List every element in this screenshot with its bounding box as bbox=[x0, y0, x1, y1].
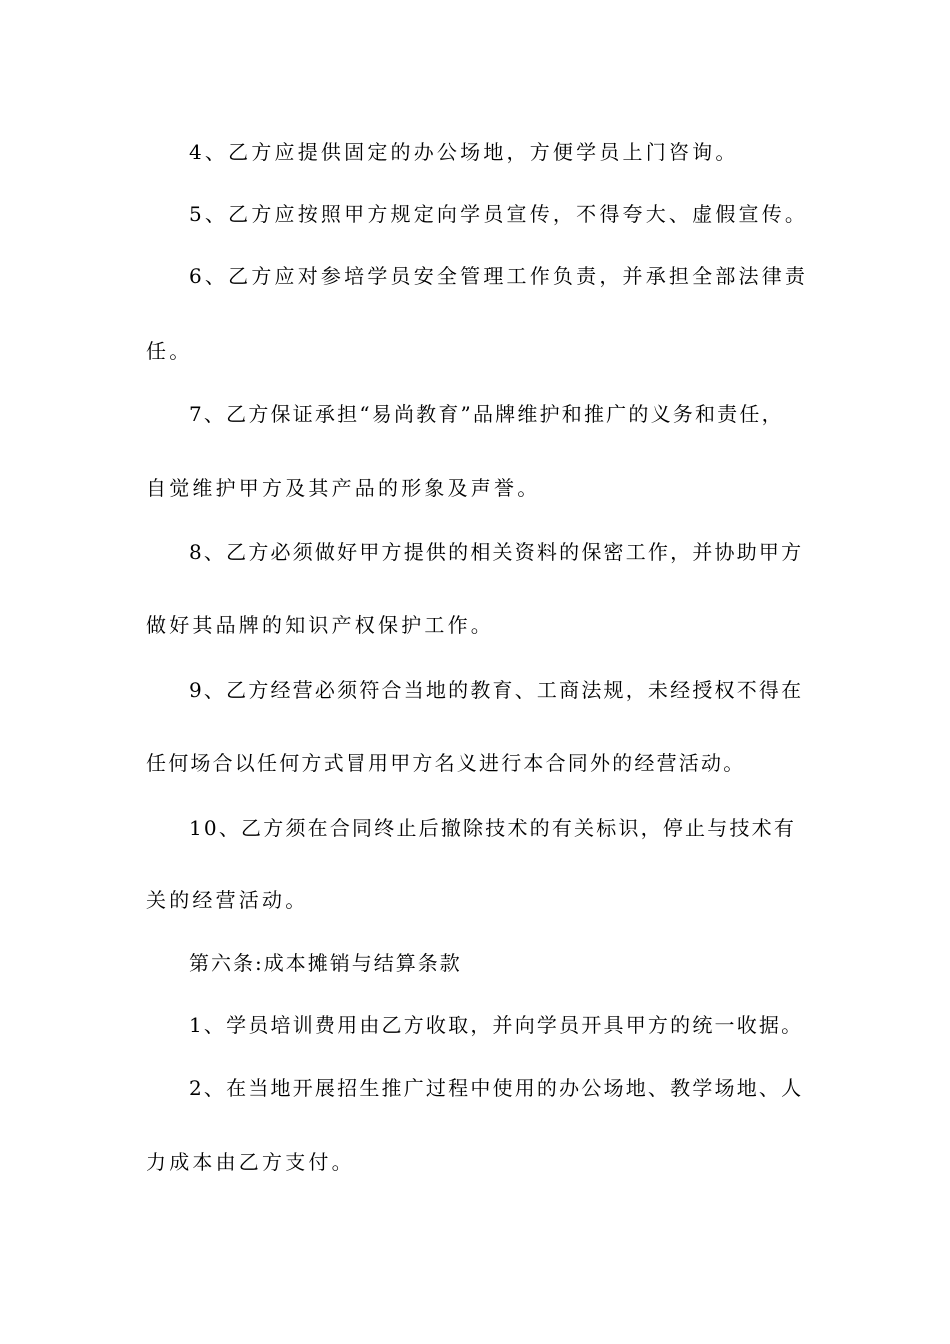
clause-5-line-1: 5、乙方应按照甲方规定向学员宣传，不得夸大、虚假宣传。 bbox=[189, 202, 809, 226]
section-clause-1-line-1: 1、学员培训费用由乙方收取，并向学员开具甲方的统一收据。 bbox=[189, 1013, 804, 1037]
section-clause-2-line-1: 2、在当地开展招生推广过程中使用的办公场地、教学场地、人 bbox=[189, 1076, 804, 1100]
clause-8-line-1: 8、乙方必须做好甲方提供的相关资料的保密工作，并协助甲方 bbox=[189, 540, 804, 564]
clause-4-line-1: 4、乙方应提供固定的办公场地，方便学员上门咨询。 bbox=[189, 140, 739, 164]
clause-6-line-1: 6、乙方应对参培学员安全管理工作负责，并承担全部法律责 bbox=[189, 264, 809, 288]
clause-9-line-2: 任何场合以任何方式冒用甲方名义进行本合同外的经营活动。 bbox=[146, 751, 746, 775]
clause-7-line-2: 自觉维护甲方及其产品的形象及声誉。 bbox=[146, 476, 541, 500]
clause-6-line-2: 任。 bbox=[146, 339, 193, 363]
clause-10-line-2: 关的经营活动。 bbox=[146, 888, 309, 912]
clause-7-line-1: 7、乙方保证承担“易尚教育”品牌维护和推广的义务和责任， bbox=[189, 402, 784, 426]
section-title: 第六条:成本摊销与结算条款 bbox=[189, 951, 462, 975]
clause-8-line-2: 做好其品牌的知识产权保护工作。 bbox=[146, 613, 494, 637]
clause-10-line-1: 10、乙方须在合同终止后撤除技术的有关标识，停止与技术有 bbox=[189, 816, 797, 840]
section-clause-2-line-2: 力成本由乙方支付。 bbox=[146, 1150, 355, 1174]
clause-9-line-1: 9、乙方经营必须符合当地的教育、工商法规，未经授权不得在 bbox=[189, 678, 804, 702]
